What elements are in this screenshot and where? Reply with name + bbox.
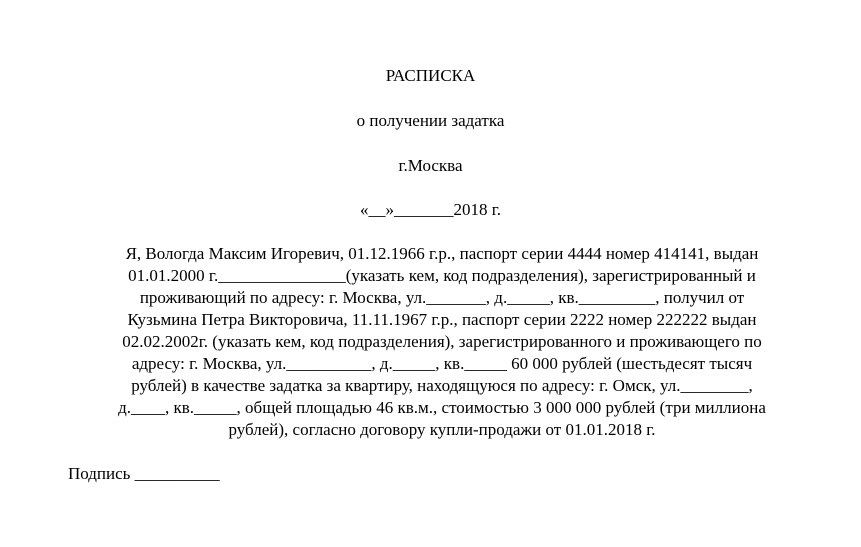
body-line: рублей) в качестве задатка за квартиру, находящуюся по адресу: г. Омск, ул.________,: [131, 376, 753, 395]
body-line: Я, Вологда Максим Игоревич, 01.12.1966 г.р., паспорт серии 4444 номер 414141, выдан: [125, 244, 759, 263]
body-line: рублей), согласно договору купли-продажи от 01.01.2018 г.: [228, 420, 656, 439]
document-city: г.Москва: [398, 156, 463, 175]
body-line: адресу: г. Москва, ул.__________, д._____, кв._____ 60 000 рублей (шестьдесят тысяч: [131, 354, 753, 373]
document-body: [68, 243, 816, 441]
body-line: 02.02.2002г. (указать кем, код подразделения), зарегистрированного и проживающего по: [122, 332, 762, 351]
document-title: РАСПИСКА: [385, 66, 476, 85]
document-date: «__»_______2018 г.: [359, 200, 502, 219]
body-line: проживающий по адресу: г. Москва, ул._______, д._____, кв._________, получил от: [139, 288, 745, 307]
document-subtitle: о получении задатка: [356, 111, 505, 130]
body-line: 01.01.2000 г._______________(указать кем, код подразделения), зарегистрированный и: [128, 266, 756, 285]
body-line: д.____, кв._____, общей площадью 46 кв.м., стоимостью 3 000 000 рублей (три миллиона: [118, 398, 766, 417]
signature-line: Подпись __________: [68, 464, 220, 483]
body-line: Кузьмина Петра Викторовича, 11.11.1967 г.р., паспорт серии 2222 номер 222222 выдан: [127, 310, 757, 329]
